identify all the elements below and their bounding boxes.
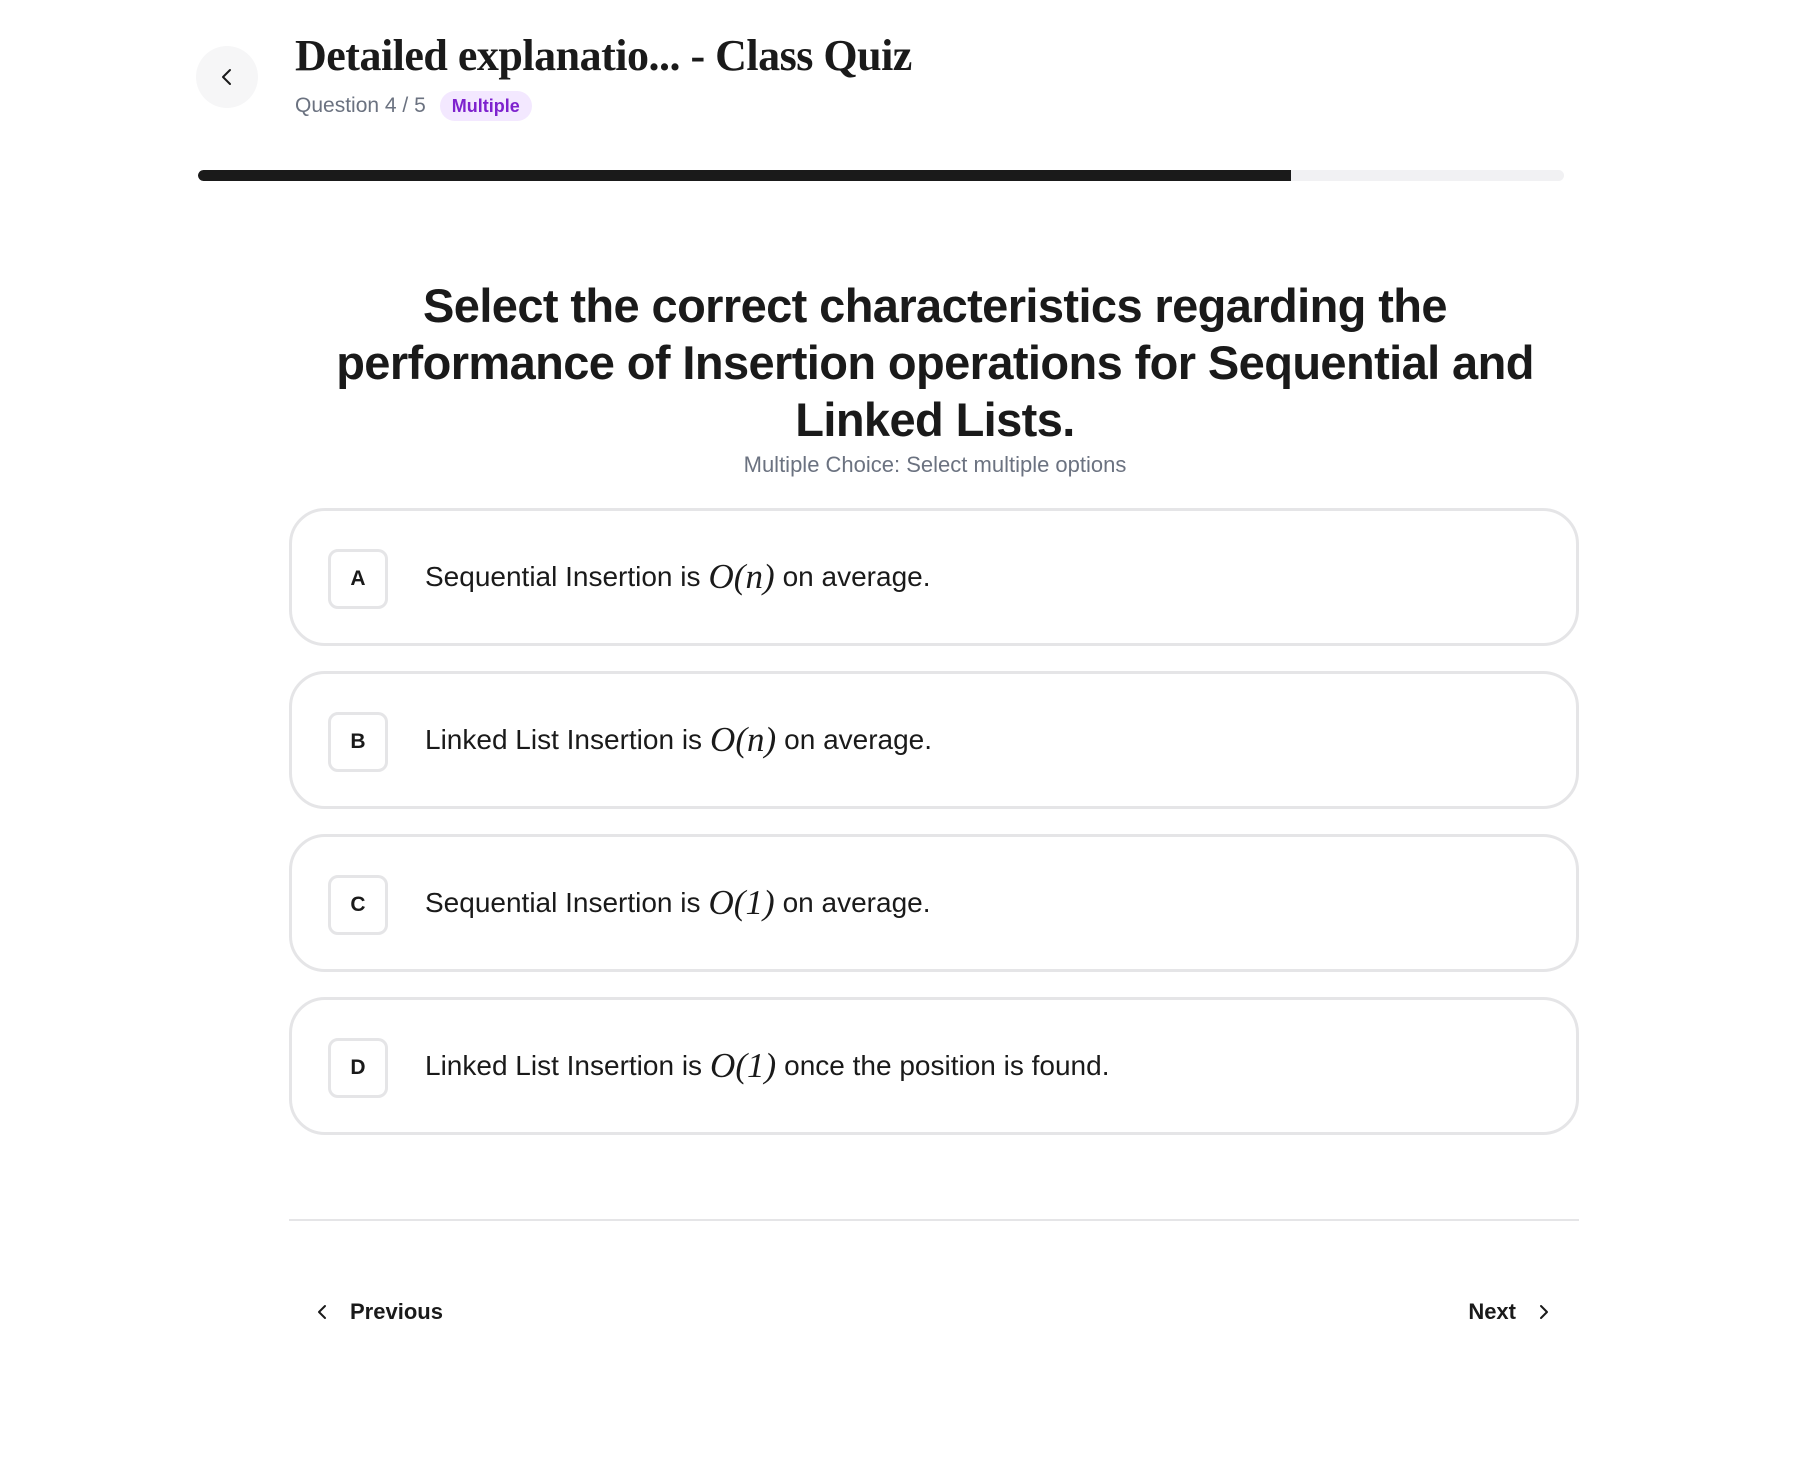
previous-button[interactable] [316, 1288, 443, 1336]
option-c[interactable] [289, 834, 1579, 972]
page-title: Detailed explanatio... - Class Quiz [295, 31, 912, 80]
option-text-prefix: Sequential Insertion is [425, 561, 701, 592]
option-text-suffix: on average. [782, 561, 931, 592]
option-math: O(n) [710, 720, 777, 759]
option-text-prefix: Linked List Insertion is [425, 724, 703, 755]
option-letter: C [328, 875, 388, 935]
chevron-left-icon [316, 1303, 328, 1321]
chevron-right-icon [1538, 1303, 1550, 1321]
option-math: O(1) [708, 883, 775, 922]
option-d[interactable] [289, 997, 1579, 1135]
divider [289, 1219, 1579, 1221]
option-letter: A [328, 549, 388, 609]
option-math: O(n) [708, 557, 775, 596]
option-text [425, 1000, 1109, 1132]
option-a[interactable] [289, 508, 1579, 646]
option-text [425, 837, 931, 969]
option-text [425, 511, 931, 643]
question-counter: Question 4 / 5 [295, 94, 426, 117]
question-type-badge: Multiple [440, 91, 532, 121]
next-label: Next [1468, 1299, 1516, 1324]
option-math: O(1) [710, 1046, 777, 1085]
progress-bar-fill [198, 170, 1291, 181]
option-text-suffix: on average. [784, 724, 933, 755]
option-letter: D [328, 1038, 388, 1098]
previous-label: Previous [350, 1299, 443, 1324]
option-text-prefix: Linked List Insertion is [425, 1050, 703, 1081]
next-button[interactable] [1468, 1288, 1550, 1336]
chevron-left-icon [220, 68, 234, 86]
option-b[interactable] [289, 671, 1579, 809]
question-instructions: Multiple Choice: Select multiple options [743, 452, 1127, 477]
option-text-suffix: on average. [782, 887, 931, 918]
option-text [425, 674, 932, 806]
question-meta [295, 90, 532, 122]
option-text-suffix: once the position is found. [784, 1050, 1110, 1081]
question-text: Select the correct characteristics regarding the performance of Insertion operations for Sequential and Linked Lists. [336, 279, 1534, 446]
back-button[interactable] [196, 46, 258, 108]
progress-bar [198, 170, 1564, 181]
option-text-prefix: Sequential Insertion is [425, 887, 701, 918]
option-letter: B [328, 712, 388, 772]
